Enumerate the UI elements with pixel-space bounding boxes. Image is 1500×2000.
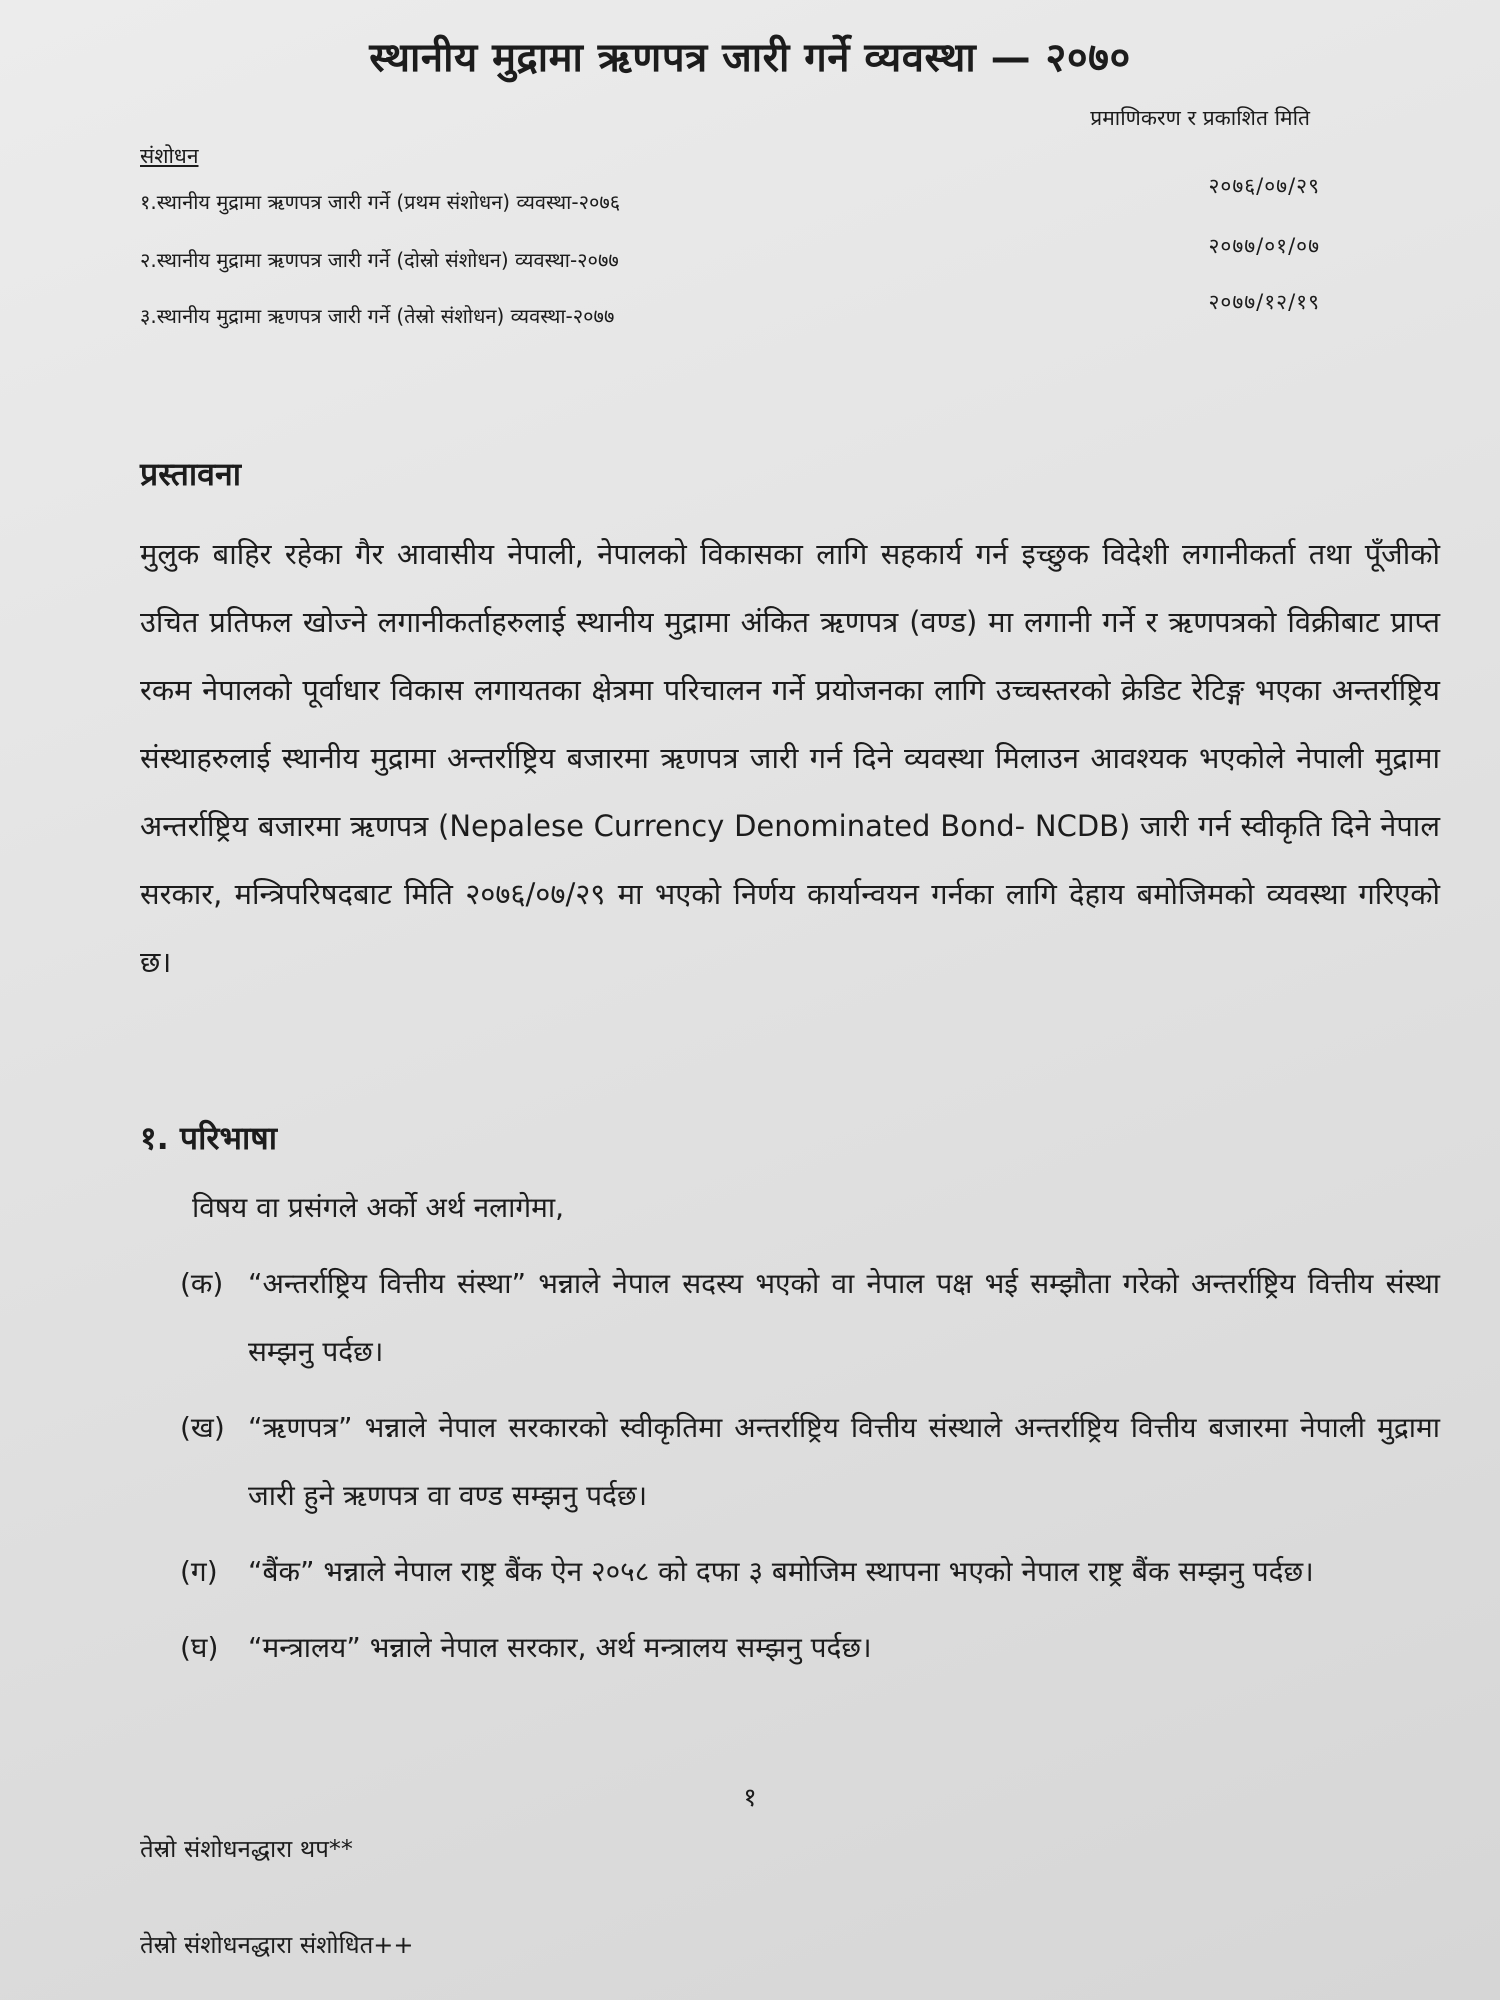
definition-label: (क) bbox=[180, 1267, 224, 1300]
preamble-paragraph: मुलुक बाहिर रहेका गैर आवासीय नेपाली, नेपालको विकासका लागि सहकार्य गर्न इच्छुक विदेशी लगानीकर्ता तथा पूँजीको उचित प्रतिफल खोज्ने लगानीकर्ताहरुलाई स्थानीय मुद्रामा अंकित ऋणपत्र (वण्ड) मा लगानी गर्ने र ऋणपत्रको विक्रीबाट प्राप्त रकम नेपालको पूर्वाधार विकास लगायतका क्षेत्रमा परिचालन गर्ने प्रयोजनका लागि उच्चस्तरको क्रेडिट रेटिङ्ग भएका अन्तर्राष्ट्रिय संस्थाहरुलाई स्थानीय मुद्रामा अन्तर्राष्ट्रिय बजारमा ऋणपत्र जारी गर्न दिने व्यवस्था मिलाउन आवश्यक भएकोले नेपाली मुद्रामा अन्तर्राष्ट्रिय बजारमा ऋणपत्र (Nepalese Currency Denominated Bond- NCDB) जारी गर्न स्वीकृति दिने नेपाल सरकार, मन्त्रिपरिषदबाट मिति २०७६/०७/२९ मा भएको निर्णय कार्यान्वयन गर्नका लागि देहाय बमोजिमको व्यवस्था गरिएको छ। bbox=[140, 537, 1440, 979]
amendment-text: ३.स्थानीय मुद्रामा ऋणपत्र जारी गर्ने (तेस्रो संशोधन) व्यवस्था-२०७७ bbox=[140, 304, 615, 328]
amendment-item bbox=[140, 290, 1320, 330]
definition-text: “मन्त्रालय” भन्नाले नेपाल सरकार, अर्थ मन्त्रालय सम्झनु पर्दछ। bbox=[248, 1631, 872, 1664]
definitions-intro: विषय वा प्रसंगले अर्को अर्थ नलागेमा, bbox=[192, 1191, 565, 1224]
amendment-text: १.स्थानीय मुद्रामा ऋणपत्र जारी गर्ने (प्रथम संशोधन) व्यवस्था-२०७६ bbox=[140, 190, 621, 214]
definition-item bbox=[180, 1394, 1440, 1530]
amendment-item bbox=[140, 174, 1320, 216]
footnote: तेस्रो संशोधनद्धारा संशोधित++ bbox=[140, 1931, 414, 1959]
amendments-heading: संशोधन bbox=[140, 144, 199, 168]
preamble-heading: प्रस्तावना bbox=[140, 455, 242, 493]
definition-item bbox=[180, 1614, 1440, 1682]
definitions-heading: १. परिभाषा bbox=[140, 1119, 278, 1157]
amendment-item bbox=[140, 234, 1320, 274]
definition-label: (ग) bbox=[180, 1555, 218, 1588]
definition-label: (घ) bbox=[180, 1631, 219, 1664]
definition-label: (ख) bbox=[180, 1411, 225, 1444]
definition-text: “बैंक” भन्नाले नेपाल राष्ट्र बैंक ऐन २०५८ को दफा ३ बमोजिम स्थापना भएको नेपाल राष्ट्र बैंक सम्झनु पर्दछ। bbox=[248, 1555, 1314, 1588]
definitions-list bbox=[180, 1250, 1440, 1690]
authentication-date-label: प्रमाणिकरण र प्रकाशित मिति bbox=[1090, 106, 1310, 130]
amendment-date: २०७७/०१/०७ bbox=[1208, 234, 1320, 258]
amendment-date: २०७६/०७/२९ bbox=[1208, 174, 1320, 198]
definition-text: “अन्तर्राष्ट्रिय वित्तीय संस्था” भन्नाले नेपाल सदस्य भएको वा नेपाल पक्ष भई सम्झौता गरेको अन्तर्राष्ट्रिय वित्तीय संस्था सम्झनु पर्दछ। bbox=[248, 1267, 1440, 1368]
document-title: स्थानीय मुद्रामा ऋणपत्र जारी गर्ने व्यवस्था — २०७० bbox=[369, 35, 1131, 81]
footnote: तेस्रो संशोधनद्धारा थप** bbox=[140, 1835, 353, 1863]
page-number: १ bbox=[743, 1783, 757, 1813]
definition-item bbox=[180, 1538, 1440, 1606]
amendment-date: २०७७/१२/१९ bbox=[1208, 290, 1320, 314]
definition-item bbox=[180, 1250, 1440, 1386]
amendment-text: २.स्थानीय मुद्रामा ऋणपत्र जारी गर्ने (दोस्रो संशोधन) व्यवस्था-२०७७ bbox=[140, 248, 619, 272]
definition-text: “ऋणपत्र” भन्नाले नेपाल सरकारको स्वीकृतिमा अन्तर्राष्ट्रिय वित्तीय संस्थाले अन्तर्राष्ट्रिय वित्तीय बजारमा नेपाली मुद्रामा जारी हुने ऋणपत्र वा वण्ड सम्झनु पर्दछ। bbox=[248, 1411, 1440, 1512]
